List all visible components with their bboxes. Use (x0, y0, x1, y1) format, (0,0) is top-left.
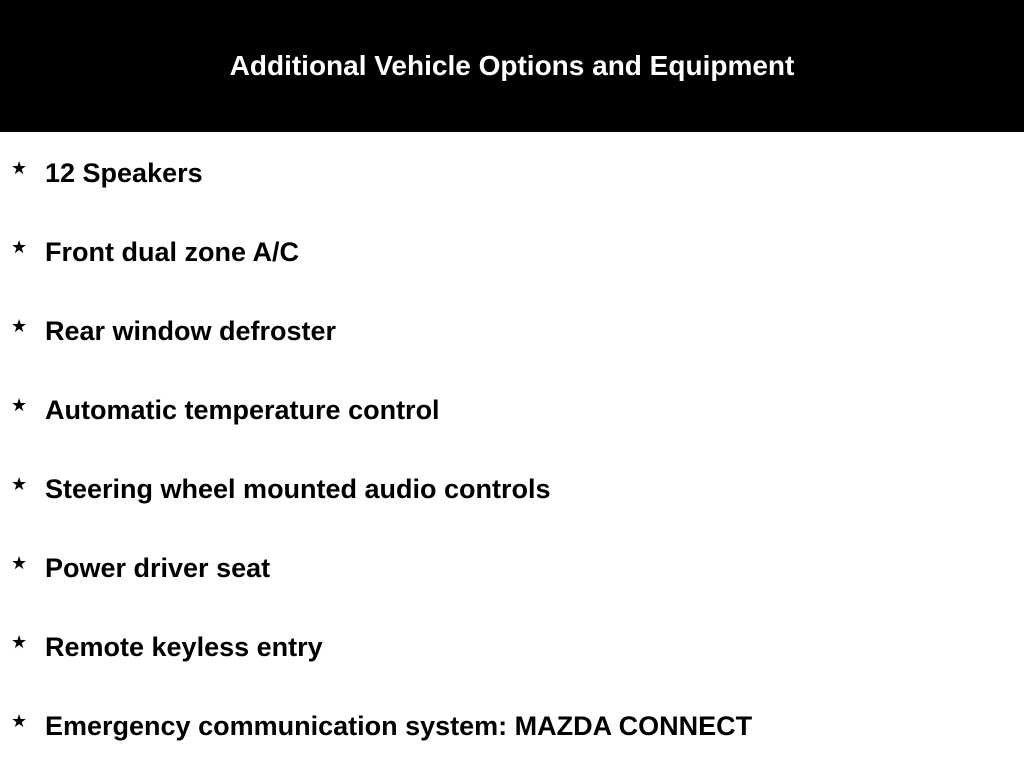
star-icon: ★ (11, 711, 28, 731)
list-item-label: Automatic temperature control (45, 395, 440, 425)
page-title: Additional Vehicle Options and Equipment (229, 50, 795, 81)
list-item-label: 12 Speakers (45, 158, 203, 188)
list-item-label: Remote keyless entry (45, 632, 323, 662)
star-icon: ★ (11, 632, 28, 652)
list-item-label: Emergency communication system: MAZDA CONNECT (45, 711, 753, 741)
star-icon: ★ (11, 237, 28, 257)
star-icon: ★ (11, 474, 28, 494)
list-item-label: Front dual zone A/C (45, 237, 299, 267)
star-icon: ★ (11, 553, 28, 573)
list-item-label: Steering wheel mounted audio controls (45, 474, 551, 504)
page-header (0, 0, 1024, 132)
list-item-label: Rear window defroster (45, 316, 337, 346)
star-icon: ★ (11, 158, 28, 178)
star-icon: ★ (11, 316, 28, 336)
list-item-label: Power driver seat (45, 553, 271, 583)
star-icon: ★ (11, 395, 28, 415)
